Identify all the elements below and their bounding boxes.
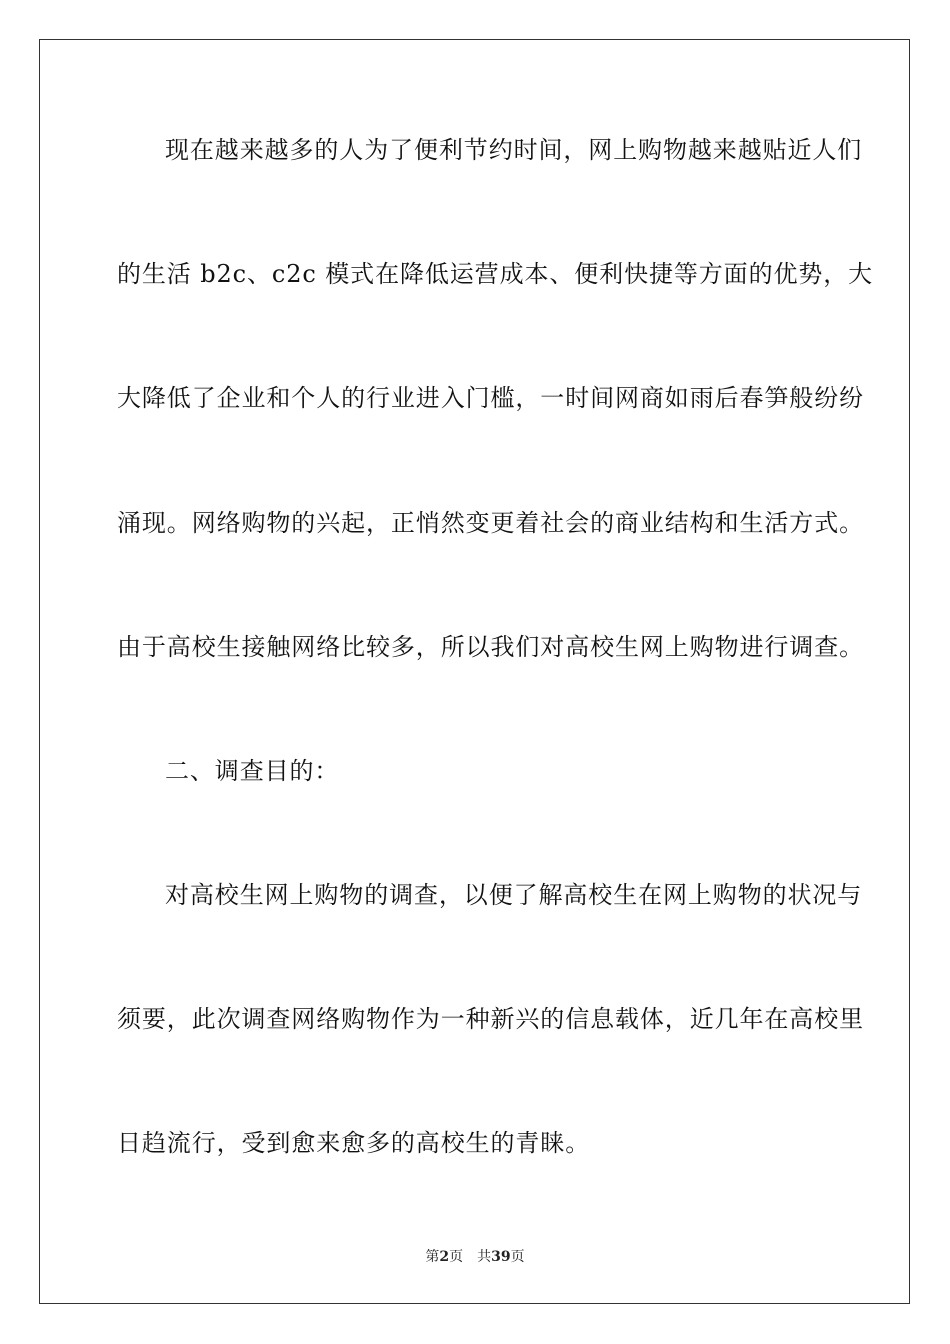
footer-page-unit: 页 <box>449 1249 464 1265</box>
paragraph-line-2: 的生活 b2c、c2c 模式在降低运营成本、便利快捷等方面的优势，大 <box>117 260 874 288</box>
paragraph-line-1: 现在越来越多的人为了便利节约时间，网上购物越来越贴近人们 <box>165 136 863 164</box>
paragraph-line-7: 对高校生网上购物的调查，以便了解高校生在网上购物的状况与 <box>165 881 863 909</box>
page-border <box>39 39 910 1304</box>
paragraph-line-5: 由于高校生接触网络比较多，所以我们对高校生网上购物进行调查。 <box>117 633 864 661</box>
footer-page-number: 2 <box>439 1249 450 1265</box>
page-footer <box>0 1248 950 1266</box>
section-heading: 二、调查目的： <box>165 757 340 785</box>
paragraph-line-4: 涌现。网络购物的兴起，正悄然变更着社会的商业结构和生活方式。 <box>117 509 864 537</box>
footer-total-pages: 39 <box>491 1249 511 1265</box>
footer-total-prefix: 共 <box>477 1249 492 1265</box>
paragraph-line-8: 须要，此次调查网络购物作为一种新兴的信息载体，近几年在高校里 <box>117 1005 864 1033</box>
paragraph-line-9: 日趋流行，受到愈来愈多的高校生的青睐。 <box>117 1129 591 1157</box>
footer-page-prefix: 第 <box>425 1249 440 1265</box>
footer-total-unit: 页 <box>510 1249 525 1265</box>
paragraph-line-3: 大降低了企业和个人的行业进入门槛，一时间网商如雨后春笋般纷纷 <box>117 384 864 412</box>
